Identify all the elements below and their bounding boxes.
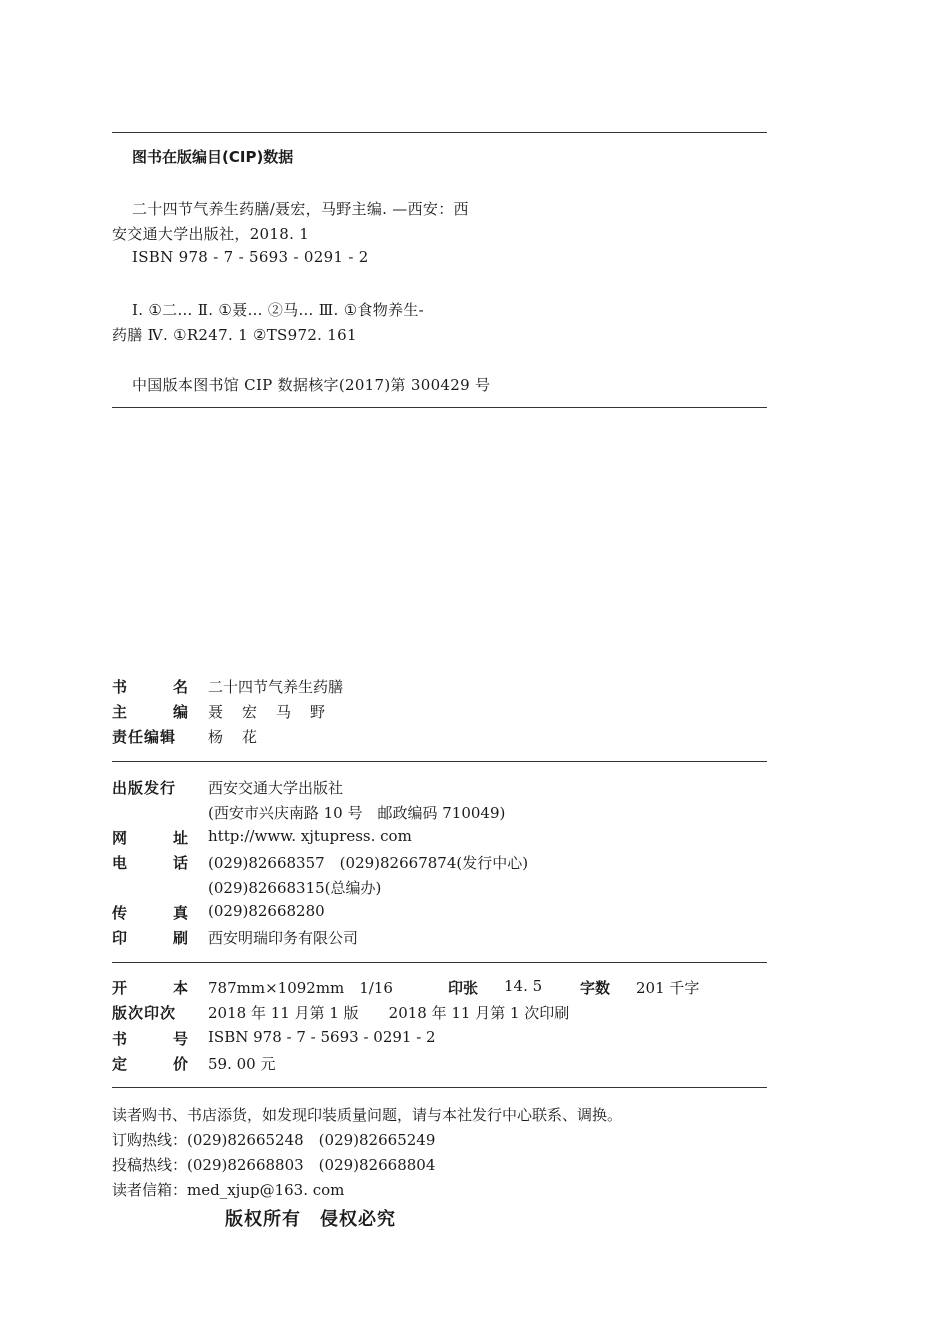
cip-line-6: 中国版本图书馆 CIP 数据核字(2017)第 300429 号 [132,376,491,394]
sheets-value: 14. 5 [504,977,543,995]
notice-line-3: 投稿热线：(029)82668803 (029)82668804 [112,1156,436,1174]
fax-label: 传 真 [112,904,188,922]
fax-value: (029)82668280 [208,902,325,920]
publisher-address: (西安市兴庆南路 10 号 邮政编码 710049) [208,804,506,822]
print-info-rule [112,1087,767,1088]
printer-label: 印 刷 [112,929,188,947]
book-title-value: 二十四节气养生药膳 [208,678,344,696]
website-value: http://www. xjtupress. com [208,827,412,845]
format-label: 开 本 [112,979,188,997]
cip-line-2: 安交通大学出版社，2018. 1 [112,225,310,243]
cip-title: 图书在版编目(CIP)数据 [132,148,294,166]
phone-label: 电 话 [112,854,188,872]
price-label: 定 价 [112,1055,188,1073]
isbn-value: ISBN 978 - 7 - 5693 - 0291 - 2 [208,1028,436,1046]
editor-label: 主 编 [112,703,188,721]
phone-value-1: (029)82668357 (029)82667874(发行中心) [208,854,529,872]
resp-editor-value: 杨 花 [208,728,260,746]
sheets-label: 印张 [448,979,479,997]
editor-value: 聂 宏 马 野 [208,703,328,721]
printer-value: 西安明瑞印务有限公司 [208,929,359,947]
isbn-label: 书 号 [112,1030,188,1048]
publisher-label: 出版发行 [112,779,177,797]
edition-value: 2018 年 11 月第 1 版 2018 年 11 月第 1 次印刷 [208,1004,570,1022]
resp-editor-label: 责任编辑 [112,728,177,746]
cip-line-4: Ⅰ. ①二… Ⅱ. ①聂… ②马… Ⅲ. ①食物养生- [132,301,425,319]
words-label: 字数 [580,979,611,997]
cip-line-3: ISBN 978 - 7 - 5693 - 0291 - 2 [132,248,369,266]
format-value: 787mm×1092mm 1/16 [208,979,393,997]
words-value: 201 千字 [636,979,700,997]
notice-line-4: 读者信箱：med_xjup@163. com [112,1181,345,1199]
cip-bottom-rule [112,407,767,408]
cip-top-rule [112,132,767,133]
book-title-label: 书 名 [112,678,188,696]
cip-line-1: 二十四节气养生药膳/聂宏，马野主编. —西安：西 [132,200,469,218]
format-row [112,977,732,999]
cip-line-5: 药膳 Ⅳ. ①R247. 1 ②TS972. 161 [112,326,357,344]
price-value: 59. 00 元 [208,1055,276,1073]
book-info-rule [112,761,767,762]
notice-line-1: 读者购书、书店添货，如发现印装质量问题，请与本社发行中心联系、调换。 [112,1106,623,1124]
phone-value-2: (029)82668315(总编办) [208,879,382,897]
website-label: 网 址 [112,829,188,847]
edition-label: 版次印次 [112,1004,177,1022]
publisher-value: 西安交通大学出版社 [208,779,344,797]
notice-line-2: 订购热线：(029)82665248 (029)82665249 [112,1131,436,1149]
copyright-notice: 版权所有 侵权必究 [225,1209,396,1230]
publisher-info-rule [112,962,767,963]
